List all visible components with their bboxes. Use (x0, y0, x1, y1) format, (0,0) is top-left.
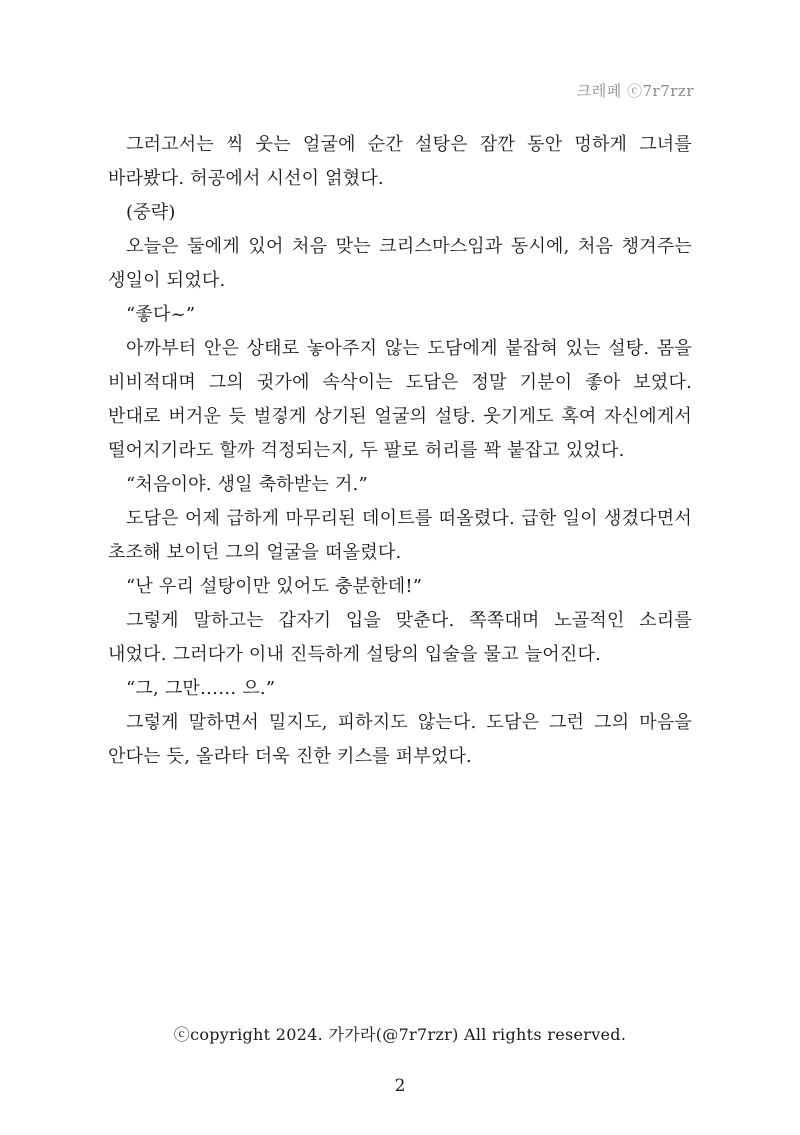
paragraph: (중략) (126, 202, 176, 223)
paragraph: “난 우리 설탕이만 있어도 충분한데!” (126, 576, 423, 597)
copyright-notice: ⓒcopyright 2024. 가가라(@7r7rzr) All rights reserved. (173, 1025, 627, 1044)
paragraph: “처음이야. 생일 축하받는 거.” (126, 474, 368, 495)
paragraph: 그러고서는 씩 웃는 얼굴에 순간 설탕은 잠깐 동안 멍하게 그녀를 바라봤다. 허공에서 시선이 얽혔다. (108, 134, 692, 189)
running-header: 크레페 ⓒ7r7rzr (576, 82, 694, 100)
paragraph: 그렇게 말하면서 밀지도, 피하지도 않는다. 도담은 그런 그의 마음을 안다는 듯, 올라타 더욱 진한 키스를 퍼부었다. (108, 712, 692, 767)
paragraph: “좋다~” (126, 304, 196, 325)
paragraph: “그, 그만…… 으.” (126, 678, 276, 699)
paragraph: 오늘은 둘에게 있어 처음 맞는 크리스마스임과 동시에, 처음 챙겨주는 생일이 되었다. (108, 236, 692, 291)
paragraph: 그렇게 말하고는 갑자기 입을 맞춘다. 쪽쪽대며 노골적인 소리를 내었다. 그러다가 이내 진득하게 설탕의 입술을 물고 늘어진다. (108, 610, 692, 665)
paragraph: 아까부터 안은 상태로 놓아주지 않는 도담에게 붙잡혀 있는 설탕. 몸을 비비적대며 그의 귓가에 속삭이는 도담은 정말 기분이 좋아 보였다. 반대로 버거운 듯 벌겋게 상기된 얼굴의 설탕. 웃기게도 혹여 자신에게서 떨어지기라도 할까 걱정되는지, 두 팔로 허리를 꽉 붙잡고 있었다. (108, 338, 692, 461)
paragraph: 도담은 어제 급하게 마무리된 데이트를 떠올렸다. 급한 일이 생겼다면서 초조해 보이던 그의 얼굴을 떠올렸다. (108, 508, 692, 563)
page-number: 2 (394, 1076, 406, 1096)
body-text (108, 128, 692, 774)
